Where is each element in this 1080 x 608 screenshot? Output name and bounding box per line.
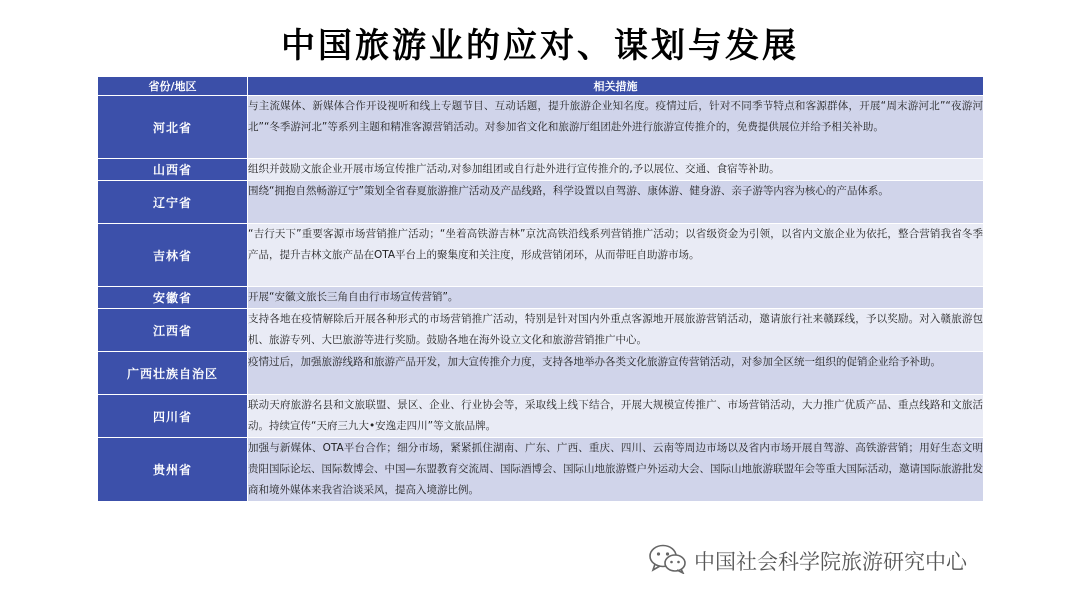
province-cell: 河北省 <box>98 96 248 159</box>
province-cell: 安徽省 <box>98 287 248 309</box>
province-cell: 广西壮族自治区 <box>98 352 248 395</box>
table-row <box>98 181 984 224</box>
measures-table <box>97 76 984 502</box>
header-measures: 相关措施 <box>248 77 984 96</box>
measures-cell: “吉行天下”重要客源市场营销推广活动；“坐着高铁游吉林”京沈高铁沿线系列营销推广活动；以省级资金为引领，以省内文旅企业为依托，整合营销我省冬季产品，提升吉林文旅产品在OTA平台上的聚集度和关注度，形成营销闭环，从而带旺自助游市场。 <box>248 224 984 287</box>
measures-cell: 组织并鼓励文旅企业开展市场宣传推广活动,对参加组团或自行赴外进行宣传推介的,予以展位、交通、食宿等补助。 <box>248 159 984 181</box>
measures-cell: 联动天府旅游名县和文旅联盟、景区、企业、行业协会等，采取线上线下结合，开展大规模宣传推广、市场营销活动，大力推广优质产品、重点线路和文旅活动。持续宣传“天府三九大•安逸走四川”等文旅品牌。 <box>248 395 984 438</box>
province-cell: 四川省 <box>98 395 248 438</box>
watermark <box>648 544 967 578</box>
province-cell: 江西省 <box>98 309 248 352</box>
table-header-row <box>98 77 984 96</box>
page-title: 中国旅游业的应对、谋划与发展 <box>281 26 799 66</box>
table-row <box>98 395 984 438</box>
table-row <box>98 438 984 502</box>
measures-cell: 支持各地在疫情解除后开展各种形式的市场营销推广活动，特别是针对国内外重点客源地开展旅游营销活动，邀请旅行社来赣踩线，予以奖励。对入赣旅游包机、旅游专列、大巴旅游等进行奖励。鼓励各地在海外设立文化和旅游营销推广中心。 <box>248 309 984 352</box>
header-province: 省份/地区 <box>98 77 248 96</box>
table-row <box>98 224 984 287</box>
measures-cell: 与主流媒体、新媒体合作开设视听和线上专题节目、互动话题，提升旅游企业知名度。疫情过后，针对不同季节特点和客源群体，开展“周末游河北”“夜游河北”“冬季游河北”等系列主题和精准客源营销活动。对参加省文化和旅游厅组团赴外进行旅游宣传推介的，免费提供展位并给予相关补助。 <box>248 96 984 159</box>
table-row <box>98 96 984 159</box>
table-row <box>98 352 984 395</box>
table-row <box>98 309 984 352</box>
table-row <box>98 159 984 181</box>
measures-cell: 围绕“拥抱自然畅游辽宁”策划全省春夏旅游推广活动及产品线路，科学设置以自驾游、康体游、健身游、亲子游等内容为核心的产品体系。 <box>248 181 984 224</box>
measures-cell: 疫情过后，加强旅游线路和旅游产品开发，加大宣传推介力度，支持各地举办各类文化旅游宣传营销活动，对参加全区统一组织的促销企业给予补助。 <box>248 352 984 395</box>
province-cell: 吉林省 <box>98 224 248 287</box>
watermark-text: 中国社会科学院旅游研究中心 <box>694 550 967 574</box>
province-cell: 辽宁省 <box>98 181 248 224</box>
table-row <box>98 287 984 309</box>
province-cell: 山西省 <box>98 159 248 181</box>
province-cell: 贵州省 <box>98 438 248 502</box>
measures-cell: 开展“安徽文旅长三角自由行市场宣传营销”。 <box>248 287 984 309</box>
measures-cell: 加强与新媒体、OTA平台合作；细分市场，紧紧抓住湖南、广东、广西、重庆、四川、云南等周边市场以及省内市场开展自驾游、高铁游营销；用好生态文明贵阳国际论坛、国际数博会、中国—东盟教育交流周、国际酒博会、国际山地旅游暨户外运动大会、国际山地旅游联盟年会等重大国际活动，邀请国际旅游批发商和境外媒体来我省洽谈采风，提高入境游比例。 <box>248 438 984 502</box>
wechat-icon <box>648 544 688 578</box>
